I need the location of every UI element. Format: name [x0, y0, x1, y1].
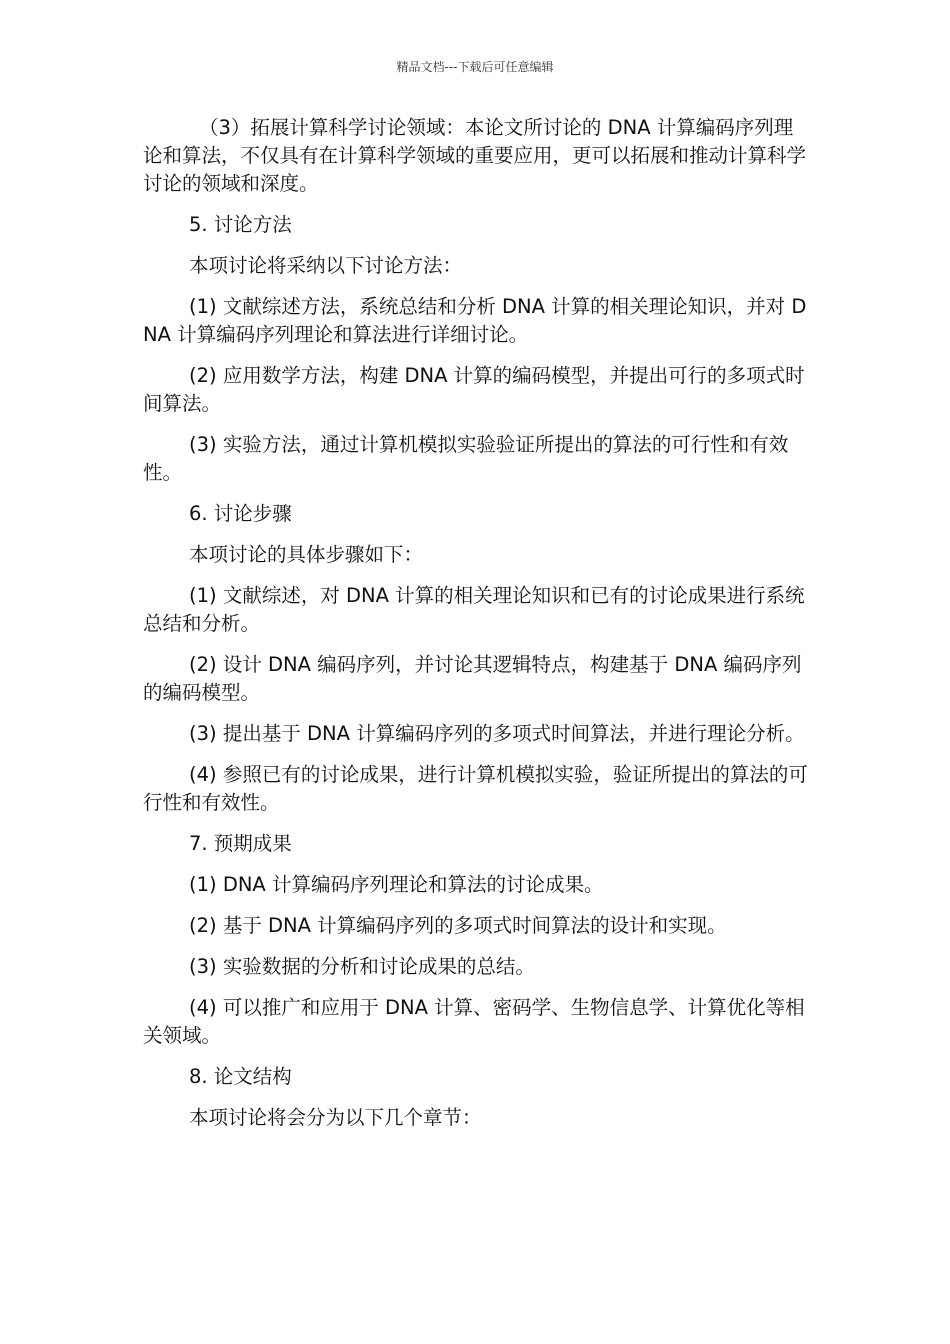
- section-heading-outcomes: 7. 预期成果: [189, 832, 292, 855]
- paragraph-structure-intro: 本项讨论将会分为以下几个章节：: [189, 1106, 482, 1129]
- section-heading-steps: 6. 讨论步骤: [189, 502, 292, 525]
- paragraph-expand-field: （3）拓展计算科学讨论领域：本论文所讨论的 DNA 计算编码序列理论和算法，不仅具有在计算科学领域的重要应用，更可以拓展和推动计算科学讨论的领域和深度。: [143, 116, 807, 195]
- page-header: 精品文档---下载后可任意编辑: [396, 60, 554, 74]
- paragraph-method-2: (2) 应用数学方法，构建 DNA 计算的编码模型，并提出可行的多项式时间算法。: [143, 364, 805, 415]
- paragraph-outcome-1: (1) DNA 计算编码序列理论和算法的讨论成果。: [189, 873, 604, 896]
- paragraph-step-4: (4) 参照已有的讨论成果，进行计算机模拟实验，验证所提出的算法的可行性和有效性。: [143, 763, 808, 814]
- document-body: [143, 114, 811, 1145]
- paragraph-method-1: (1) 文献综述方法，系统总结和分析 DNA 计算的相关理论知识，并对 DNA 计算编码序列理论和算法进行详细讨论。: [143, 295, 807, 346]
- paragraph-step-3: (3) 提出基于 DNA 计算编码序列的多项式时间算法，并进行理论分析。: [189, 722, 805, 745]
- paragraph-method-3: (3) 实验方法，通过计算机模拟实验验证所提出的算法的可行性和有效性。: [143, 433, 789, 484]
- paragraph-outcome-2: (2) 基于 DNA 计算编码序列的多项式时间算法的设计和实现。: [189, 914, 727, 937]
- paragraph-step-2: (2) 设计 DNA 编码序列，并讨论其逻辑特点，构建基于 DNA 编码序列的编码模型。: [143, 653, 802, 704]
- paragraph-steps-intro: 本项讨论的具体步骤如下：: [189, 543, 424, 566]
- paragraph-step-1: (1) 文献综述，对 DNA 计算的相关理论知识和已有的讨论成果进行系统总结和分析。: [143, 584, 805, 635]
- paragraph-outcome-3: (3) 实验数据的分析和讨论成果的总结。: [189, 955, 535, 978]
- paragraph-outcome-4: (4) 可以推广和应用于 DNA 计算、密码学、生物信息学、计算优化等相关领域。: [143, 996, 805, 1047]
- section-heading-methods: 5. 讨论方法: [189, 213, 292, 236]
- section-heading-structure: 8. 论文结构: [189, 1065, 292, 1088]
- paragraph-methods-intro: 本项讨论将采纳以下讨论方法：: [189, 254, 463, 277]
